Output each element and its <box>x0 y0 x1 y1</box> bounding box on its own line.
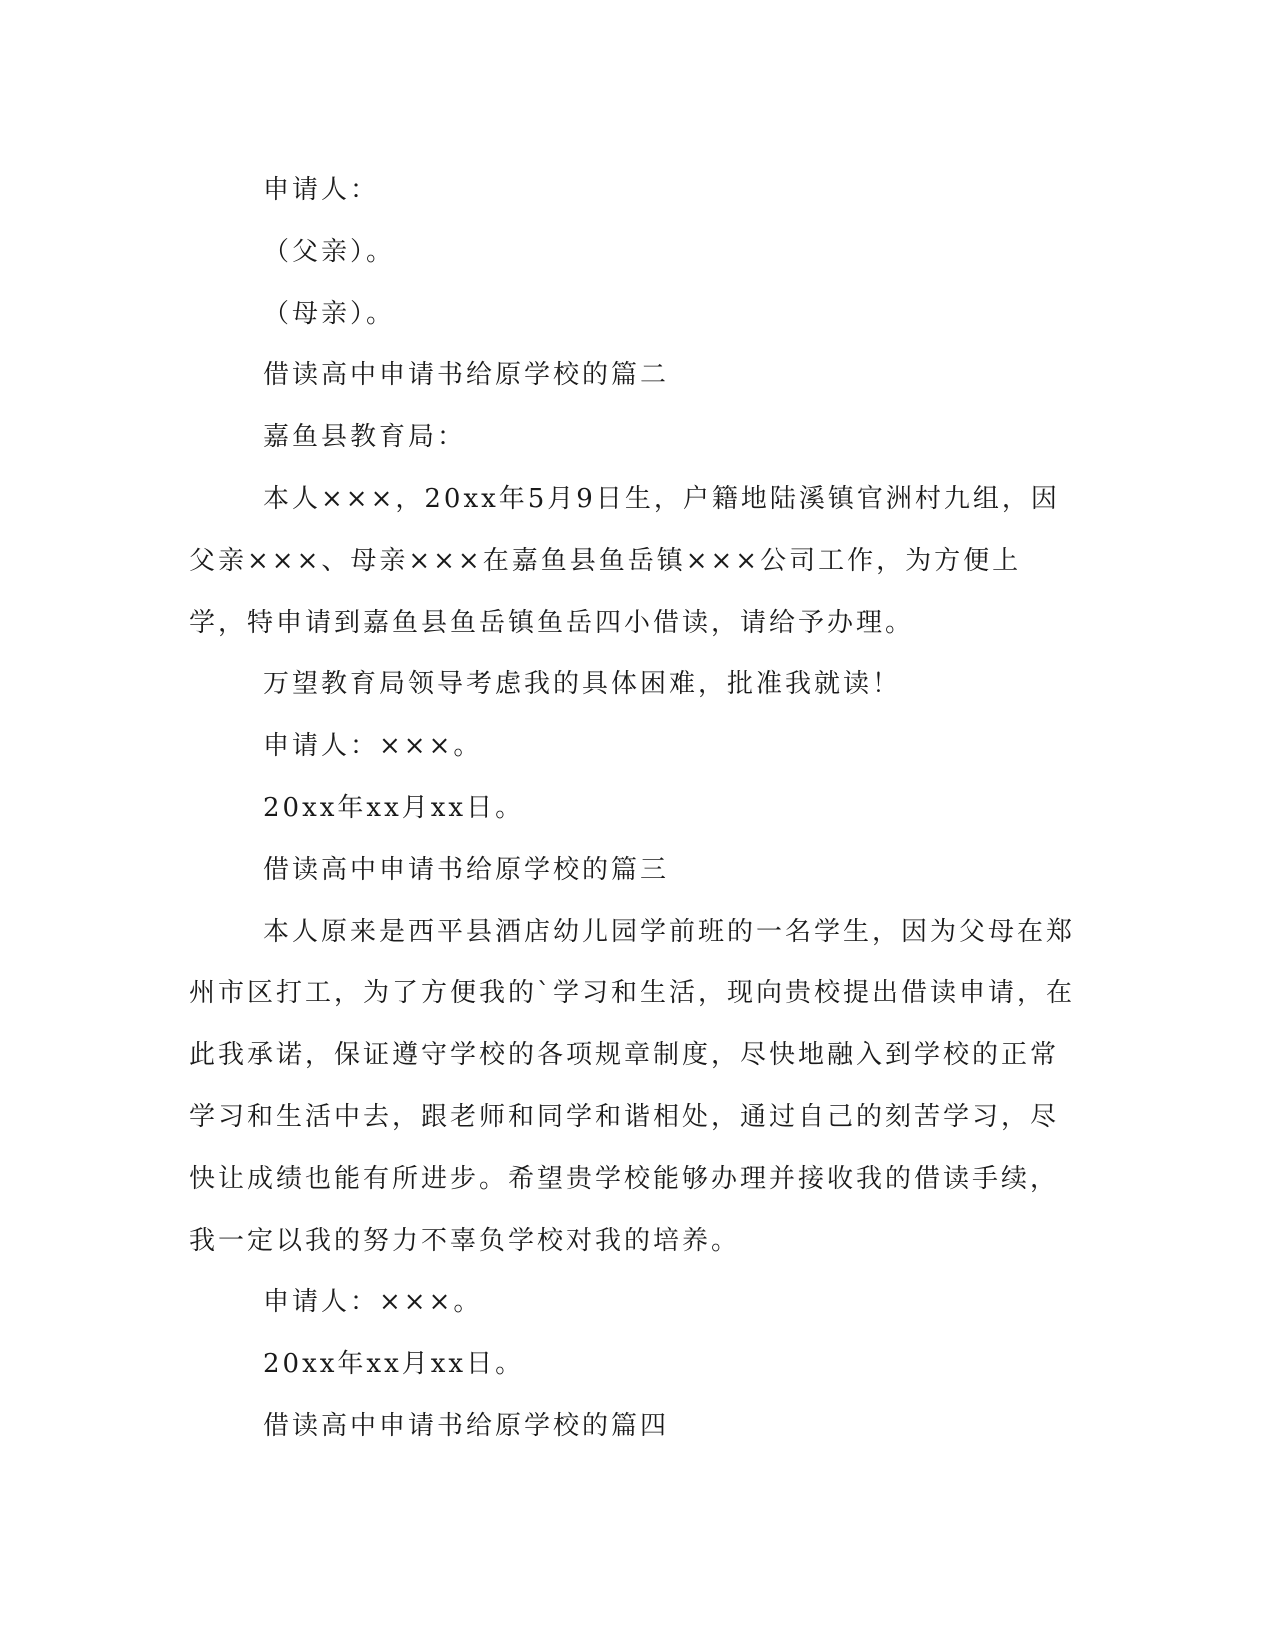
section-title-4: 借读高中申请书给原学校的篇四 <box>263 1410 670 1441</box>
date-line: 20xx年xx月xx日。 <box>263 792 525 823</box>
date-line: 20xx年xx月xx日。 <box>263 1349 525 1380</box>
applicant-signature: 申请人：×××。 <box>263 731 483 762</box>
body-paragraph: 本人×××，20xx年5月9日生，户籍地陆溪镇官洲村九组，因父亲×××、母亲×××在嘉鱼县鱼岳镇×××公司工作，为方便上学，特申请到嘉鱼县鱼岳镇鱼岳四小借读，请给予办理。 <box>189 483 1060 638</box>
section-title-2: 借读高中申请书给原学校的篇二 <box>263 360 670 391</box>
mother-line: （母亲）。 <box>263 298 396 329</box>
body-paragraph: 万望教育局领导考虑我的具体困难，批准我就读！ <box>263 669 902 700</box>
father-line: （父亲）。 <box>263 236 396 267</box>
document-body <box>189 160 1079 1458</box>
applicant-signature: 申请人：×××。 <box>263 1287 483 1318</box>
body-paragraph: 本人原来是西平县酒店幼儿园学前班的一名学生，因为父母在郑州市区打工，为了方便我的`学习和生活，现向贵校提出借读申请，在此我承诺，保证遵守学校的各项规章制度，尽快地融入到学校的正常学习和生活中去，跟老师和同学和谐相处，通过自己的刻苦学习，尽快让成绩也能有所进步。希望贵学校能够办理并接收我的借读手续，我一定以我的努力不辜负学校对我的培养。 <box>189 916 1076 1256</box>
section-title-3: 借读高中申请书给原学校的篇三 <box>263 854 670 885</box>
addressee: 嘉鱼县教育局： <box>263 422 467 453</box>
applicant-label: 申请人： <box>263 175 380 205</box>
